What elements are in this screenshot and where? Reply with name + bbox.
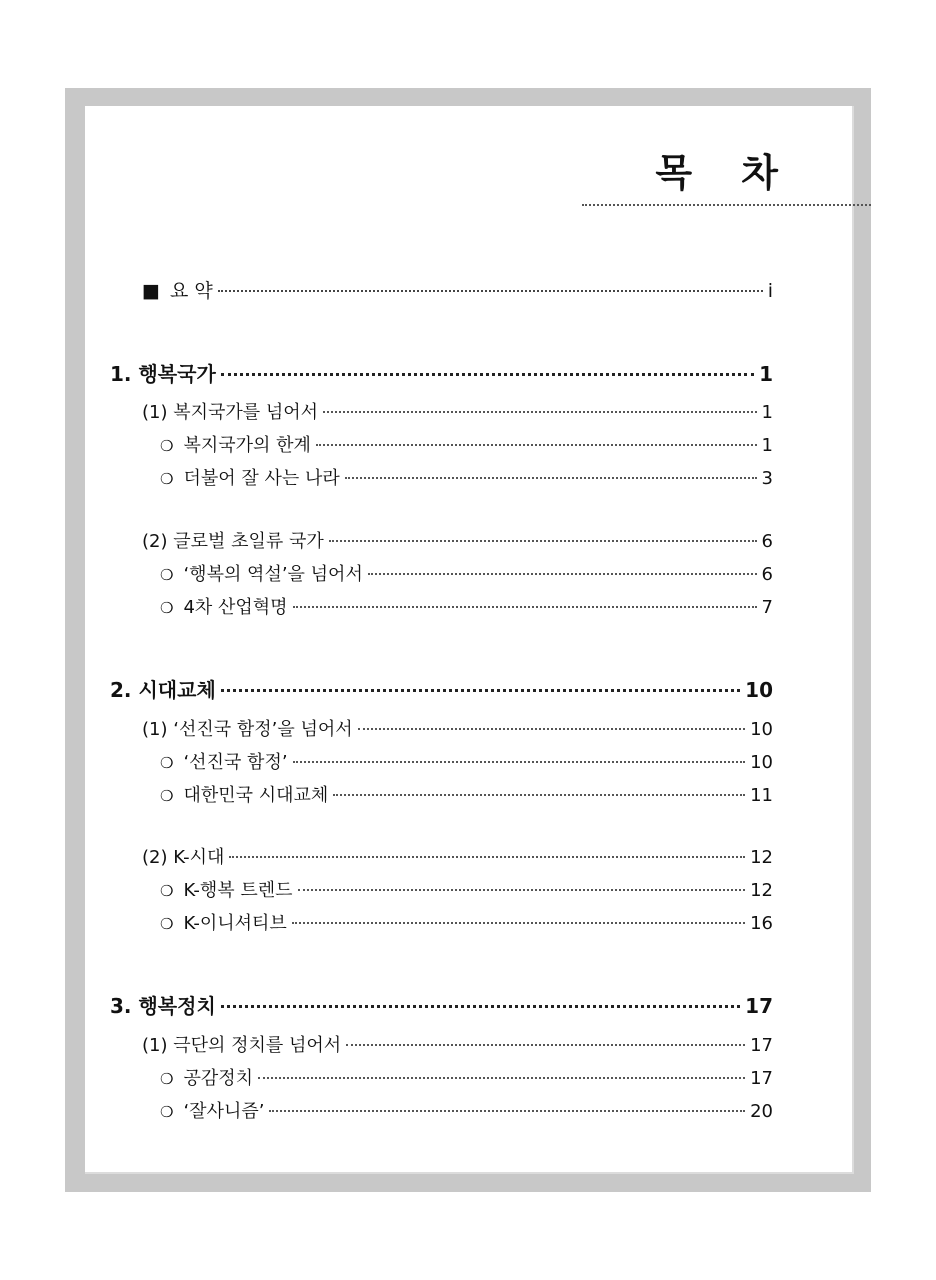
toc-entry-text: 글로벌 초일류 국가 <box>173 531 324 552</box>
toc-entry-label <box>160 876 293 902</box>
toc-entry-number: 1. <box>110 362 132 386</box>
toc-entry-text: ‘선진국 함정’을 넘어서 <box>173 719 353 740</box>
toc-page-number: 3 <box>761 468 773 489</box>
toc-page-number: 1 <box>761 435 773 456</box>
toc-entry-label <box>160 593 288 619</box>
circle-bullet-icon: ❍ <box>160 754 174 772</box>
toc-page-number: 1 <box>759 362 773 386</box>
toc-entry-label <box>142 527 324 553</box>
page-title: 목 차 <box>655 151 796 195</box>
toc-entry-number: (1) <box>142 402 168 423</box>
toc-entry-text: 대한민국 시대교체 <box>183 785 329 806</box>
toc-entry-label <box>142 843 224 869</box>
toc-entry-text: ‘잘사니즘’ <box>183 1101 265 1122</box>
toc-entry-number: (1) <box>142 719 168 740</box>
toc-page-number: 7 <box>761 597 773 618</box>
toc-page-number: 17 <box>750 1035 773 1056</box>
toc-page-number: 6 <box>761 531 773 552</box>
toc-page-number: 1 <box>761 402 773 423</box>
toc-page-number: 10 <box>750 752 773 773</box>
circle-bullet-icon: ❍ <box>160 437 174 455</box>
toc-entry-text: 더불어 잘 사는 나라 <box>183 468 340 489</box>
square-bullet-icon: ■ <box>142 280 160 302</box>
toc-entry-text: ‘행복의 역설’을 넘어서 <box>183 564 363 585</box>
toc-page-number: 20 <box>750 1101 773 1122</box>
toc-entry-text: 공감정치 <box>183 1068 254 1089</box>
toc-entry-text: K-시대 <box>173 847 225 868</box>
toc-entry-label <box>160 464 340 490</box>
toc-entry[interactable] <box>142 1031 773 1057</box>
dot-leader <box>323 411 756 413</box>
toc-entry-label <box>160 1064 253 1090</box>
circle-bullet-icon: ❍ <box>160 915 174 933</box>
dot-leader <box>329 540 757 542</box>
circle-bullet-icon: ❍ <box>160 566 174 584</box>
toc-entry[interactable] <box>160 876 773 902</box>
dot-leader <box>292 922 745 924</box>
toc-page-number: 17 <box>750 1068 773 1089</box>
toc-entry[interactable] <box>160 1064 773 1090</box>
toc-entry-text: 복지국가를 넘어서 <box>173 402 319 423</box>
circle-bullet-icon: ❍ <box>160 470 174 488</box>
circle-bullet-icon: ❍ <box>160 599 174 617</box>
dot-leader <box>221 1005 740 1008</box>
circle-bullet-icon: ❍ <box>160 1070 174 1088</box>
toc-entry-number: (2) <box>142 847 168 868</box>
toc-page-number: 10 <box>745 678 773 702</box>
toc-entry[interactable] <box>160 560 773 586</box>
toc-entry[interactable] <box>160 748 773 774</box>
toc-entry[interactable] <box>160 781 773 807</box>
toc-entry[interactable] <box>160 593 773 619</box>
circle-bullet-icon: ❍ <box>160 882 174 900</box>
toc-entry-label <box>142 1031 341 1057</box>
toc-page-number: 16 <box>750 913 773 934</box>
dot-leader <box>221 689 740 692</box>
toc-entry-text: 극단의 정치를 넘어서 <box>173 1035 342 1056</box>
toc-entry-text: 요 약 <box>169 280 213 302</box>
toc-entry-number: 2. <box>110 678 132 702</box>
toc-entry-label <box>142 398 318 424</box>
toc-entry-number: 3. <box>110 994 132 1018</box>
toc-entry-label <box>110 990 216 1019</box>
toc-entry-label <box>142 276 213 303</box>
circle-bullet-icon: ❍ <box>160 1103 174 1121</box>
dot-leader <box>345 477 757 479</box>
toc-page-number: 10 <box>750 719 773 740</box>
toc-entry[interactable] <box>160 1097 773 1123</box>
toc-entry[interactable] <box>160 909 773 935</box>
toc-page-number: i <box>767 280 773 302</box>
toc-entry[interactable] <box>142 276 773 303</box>
toc-entry[interactable] <box>142 527 773 553</box>
toc-page-number: 6 <box>761 564 773 585</box>
toc-entry[interactable] <box>160 464 773 490</box>
toc-entry[interactable] <box>142 715 773 741</box>
toc-entry-label <box>160 781 328 807</box>
toc-entry-text: 복지국가의 한계 <box>183 435 311 456</box>
toc-entry-text: K-행복 트렌드 <box>183 880 293 901</box>
toc-entry-label <box>160 431 311 457</box>
toc-entry-label <box>142 715 353 741</box>
toc-page-number: 17 <box>745 994 773 1018</box>
dot-leader <box>269 1110 745 1112</box>
toc-entry-number: (2) <box>142 531 168 552</box>
toc-entry-label <box>110 674 216 703</box>
dot-leader <box>298 889 746 891</box>
toc-entry[interactable] <box>142 398 773 424</box>
dot-leader <box>293 606 757 608</box>
toc-entry-label <box>110 358 216 387</box>
toc-page-number: 12 <box>750 847 773 868</box>
dot-leader <box>358 728 745 730</box>
toc-entry-label <box>160 560 363 586</box>
toc-entry-text: 4차 산업혁명 <box>183 597 288 618</box>
toc-entry[interactable] <box>110 674 773 703</box>
toc-entry-text: K-이니셔티브 <box>183 913 287 934</box>
dot-leader <box>333 794 745 796</box>
dot-leader <box>258 1077 745 1079</box>
dot-leader <box>368 573 757 575</box>
toc-entry-text: 행복정치 <box>138 994 216 1018</box>
toc-entry-label <box>160 909 287 935</box>
dot-leader <box>221 373 754 376</box>
dot-leader <box>218 290 763 292</box>
toc-entry[interactable] <box>142 843 773 869</box>
toc-entry[interactable] <box>110 990 773 1019</box>
toc-entry[interactable] <box>110 358 773 387</box>
toc-entry-number: (1) <box>142 1035 168 1056</box>
dot-leader <box>346 1044 745 1046</box>
toc-page-number: 12 <box>750 880 773 901</box>
toc-entry-text: 행복국가 <box>138 362 216 386</box>
toc-entry-text: ‘선진국 함정’ <box>183 752 288 773</box>
circle-bullet-icon: ❍ <box>160 787 174 805</box>
dot-leader <box>316 444 757 446</box>
toc-entry[interactable] <box>160 431 773 457</box>
toc-entry-text: 시대교체 <box>138 678 216 702</box>
toc-entry-label <box>160 1097 264 1123</box>
dot-leader <box>293 761 746 763</box>
dot-leader <box>229 856 745 858</box>
toc-entry-label <box>160 748 288 774</box>
toc-page-number: 11 <box>750 785 773 806</box>
